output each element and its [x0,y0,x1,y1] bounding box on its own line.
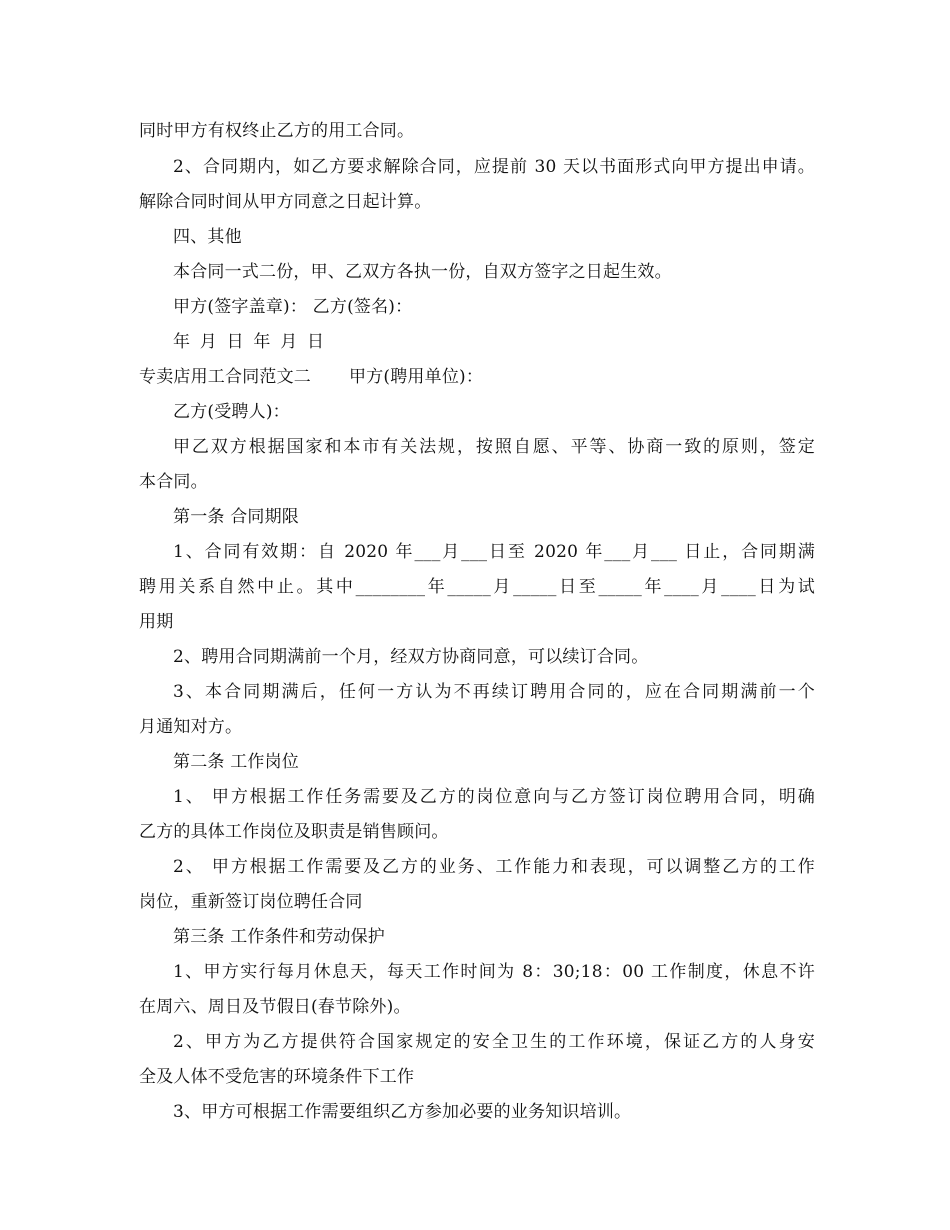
paragraph-line: 本合同。 [139,472,208,492]
paragraph-line: 3、甲方可根据工作需要组织乙方参加必要的业务知识培训。 [173,1102,632,1122]
paragraph-line: 1、 甲方根据工作任务需要及乙方的岗位意向与乙方签订岗位聘用合同，明确 [173,787,815,807]
paragraph-line: 在周六、周日及节假日(春节除外)。 [139,997,411,1017]
article-heading: 第三条 工作条件和劳动保护 [173,927,386,947]
paragraph-line: 用期 [139,612,174,632]
paragraph-line: 2、 甲方根据工作需要及乙方的业务、工作能力和表现，可以调整乙方的工作 [173,857,815,877]
paragraph-line: 聘用关系自然中止。其中________年_____月_____日至_____年____月____日为试 [139,577,815,597]
party-a-label: 甲方(聘用单位)： [349,367,484,387]
article-heading: 第一条 合同期限 [173,507,300,527]
paragraph-line: 2、聘用合同期满前一个月，经双方协商同意，可以续订合同。 [173,647,649,667]
paragraph-line: 乙方的具体工作岗位及职责是销售顾问。 [139,822,449,842]
paragraph-line: 2、甲方为乙方提供符合国家规定的安全卫生的工作环境，保证乙方的人身安 [173,1032,815,1052]
section-heading: 四、其他 [173,227,242,247]
date-line: 年 月 日 年 月 日 [173,332,325,352]
party-b-label: 乙方(受聘人)： [173,402,290,422]
paragraph-line: 甲乙双方根据国家和本市有关法规，按照自愿、平等、协商一致的原则，签定 [173,437,815,457]
title-line [139,367,815,387]
paragraph-line: 解除合同时间从甲方同意之日起计算。 [139,192,432,212]
paragraph-line: 1、甲方实行每月休息天，每天工作时间为 8：30;18：00 工作制度，休息不许 [173,962,815,982]
paragraph-line: 本合同一式二份，甲、乙双方各执一份，自双方签字之日起生效。 [173,262,672,282]
paragraph-line: 全及人体不受危害的环境条件下工作 [139,1067,415,1087]
paragraph-line: 岗位，重新签订岗位聘任合同 [139,892,363,912]
document-title: 专卖店用工合同范文二 [139,367,311,387]
paragraph-line: 同时甲方有权终止乙方的用工合同。 [139,121,415,141]
signature-line: 甲方(签字盖章)： 乙方(签名)： [173,297,413,317]
article-heading: 第二条 工作岗位 [173,752,300,772]
paragraph-line: 2、合同期内，如乙方要求解除合同，应提前 30 天以书面形式向甲方提出申请。 [173,157,815,177]
paragraph-line: 1、合同有效期：自 2020 年___月___日至 2020 年___月___ 日止，合同期满 [173,542,815,562]
paragraph-line: 月通知对方。 [139,717,243,737]
paragraph-line: 3、本合同期满后，任何一方认为不再续订聘用合同的，应在合同期满前一个 [173,682,815,702]
